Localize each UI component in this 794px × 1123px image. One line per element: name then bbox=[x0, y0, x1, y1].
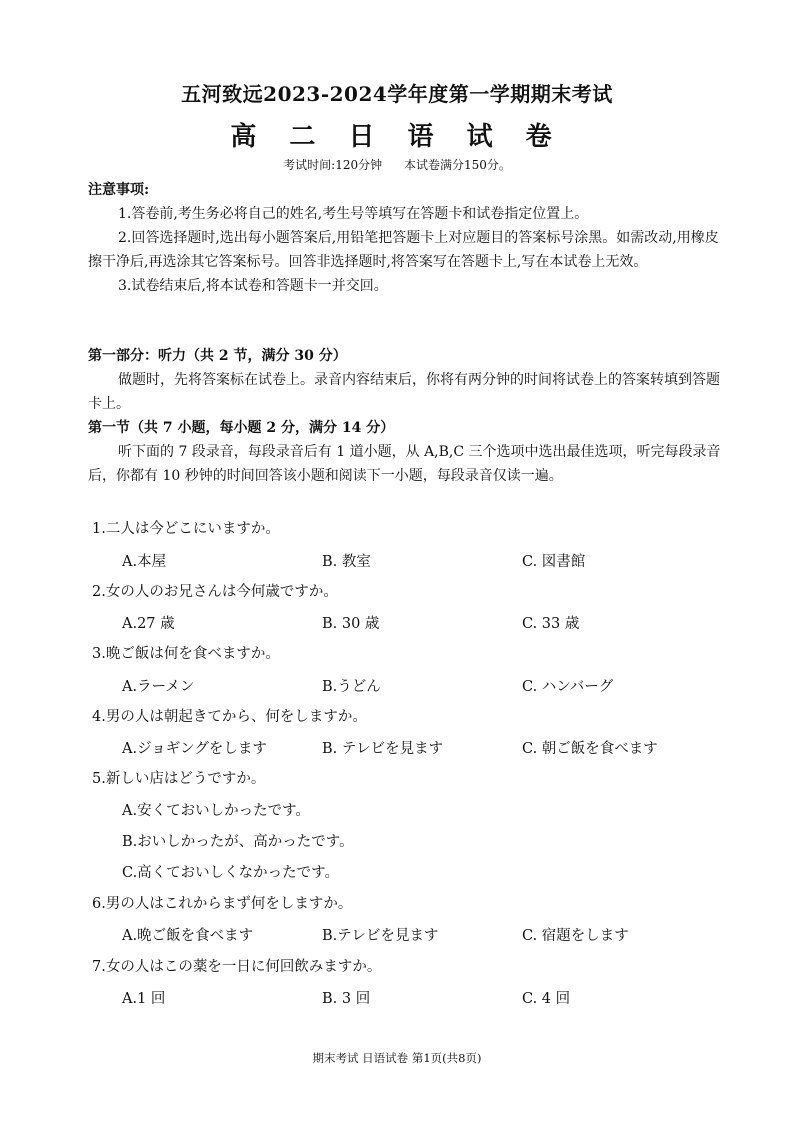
question-6-option-a: A.晩ご飯を食べます bbox=[122, 928, 254, 944]
question-1-option-a: A.本屋 bbox=[122, 554, 167, 570]
question-5-option-c: C.高くておいしくなかったです。 bbox=[122, 865, 340, 881]
question-3-option-a: A.ラーメン bbox=[122, 679, 195, 695]
notes-section bbox=[88, 178, 728, 298]
notes-heading: 注意事项: bbox=[88, 182, 150, 198]
question-7-text: 7.女の人はこの薬を一日に何回飲みますか。 bbox=[92, 959, 382, 975]
subject-title: 高 二 日 语 试 卷 bbox=[230, 122, 564, 152]
question-1-text: 1.二人は今どこにいますか。 bbox=[92, 521, 280, 537]
time-info: 考试时间:120分钟 bbox=[283, 158, 383, 172]
question-4-option-a: A.ジョギングをします bbox=[122, 741, 267, 757]
exam-info bbox=[0, 156, 794, 173]
score-info: 本试卷满分150分。 bbox=[403, 158, 511, 172]
question-7-option-a: A.1 回 bbox=[122, 991, 166, 1007]
note-item: 3.试卷结束后,将本试卷和答题卡一并交回。 bbox=[118, 278, 388, 294]
question-6-option-b: B.テレビを見ます bbox=[322, 928, 439, 944]
question-4-option-c: C. 朝ご飯を食べます bbox=[522, 741, 658, 757]
section1-instruction: 听下面的 7 段录音，每段录音后有 1 道小题，从 A,B,C 三个选项中选出最佳选项，听完每段录音后，你都有 10 秒钟的时间回答该小题和阅读下一小题，每段录音仅读一遍。 bbox=[88, 444, 721, 484]
question-2-text: 2.女の人のお兄さんは今何歳ですか。 bbox=[92, 584, 338, 600]
question-1-option-c: C. 図書館 bbox=[522, 554, 586, 570]
page-footer: 期末考试 日语试卷 第1页(共8页) bbox=[312, 1051, 482, 1065]
question-5-option-a: A.安くておいしかったです。 bbox=[122, 803, 310, 819]
part1-section bbox=[88, 344, 728, 416]
part1-heading: 第一部分：听力（共 2 节，满分 30 分） bbox=[88, 348, 347, 364]
section1-heading: 第一节（共 7 小题，每小题 2 分，满分 14 分） bbox=[88, 420, 395, 436]
question-2-option-a: A.27 歳 bbox=[122, 616, 175, 632]
question-6-option-c: C. 宿題をします bbox=[522, 928, 629, 944]
question-5-option-b: B.おいしかったが、高かったです。 bbox=[122, 834, 354, 850]
section1 bbox=[88, 416, 728, 488]
part1-instruction: 做题时，先将答案标在试卷上。录音内容结束后，你将有两分钟的时间将试卷上的答案转填到答题卡上。 bbox=[88, 372, 720, 412]
question-5-text: 5.新しい店はどうですか。 bbox=[92, 771, 266, 787]
question-7-option-c: C. 4 回 bbox=[522, 991, 571, 1007]
question-2-option-b: B. 30 歳 bbox=[322, 616, 380, 632]
question-7-option-b: B. 3 回 bbox=[322, 991, 371, 1007]
question-3-text: 3.晩ご飯は何を食べますか。 bbox=[92, 646, 280, 662]
note-item: 2.回答选择题时,选出每小题答案后,用铅笔把答题卡上对应题目的答案标号涂黑。如需改动,用橡皮擦干净后,再选涂其它答案标号。回答非选择题时,将答案写在答题卡上,写在本试卷上无效。 bbox=[88, 230, 719, 270]
question-2-option-c: C. 33 歳 bbox=[522, 616, 580, 632]
question-4-option-b: B. テレビを見ます bbox=[322, 741, 444, 757]
note-item: 1.答卷前,考生务必将自己的姓名,考生号等填写在答题卡和试卷指定位置上。 bbox=[118, 206, 589, 222]
question-4-text: 4.男の人は朝起きてから、何をしますか。 bbox=[92, 709, 367, 725]
exam-title: 五河致远2023-2024学年度第一学期期末考试 bbox=[181, 82, 613, 106]
question-1-option-b: B. 教室 bbox=[322, 554, 371, 570]
question-6-text: 6.男の人はこれからまず何をしますか。 bbox=[92, 896, 353, 912]
question-3-option-c: C. ハンバーグ bbox=[522, 679, 614, 695]
question-3-option-b: B.うどん bbox=[322, 679, 381, 695]
